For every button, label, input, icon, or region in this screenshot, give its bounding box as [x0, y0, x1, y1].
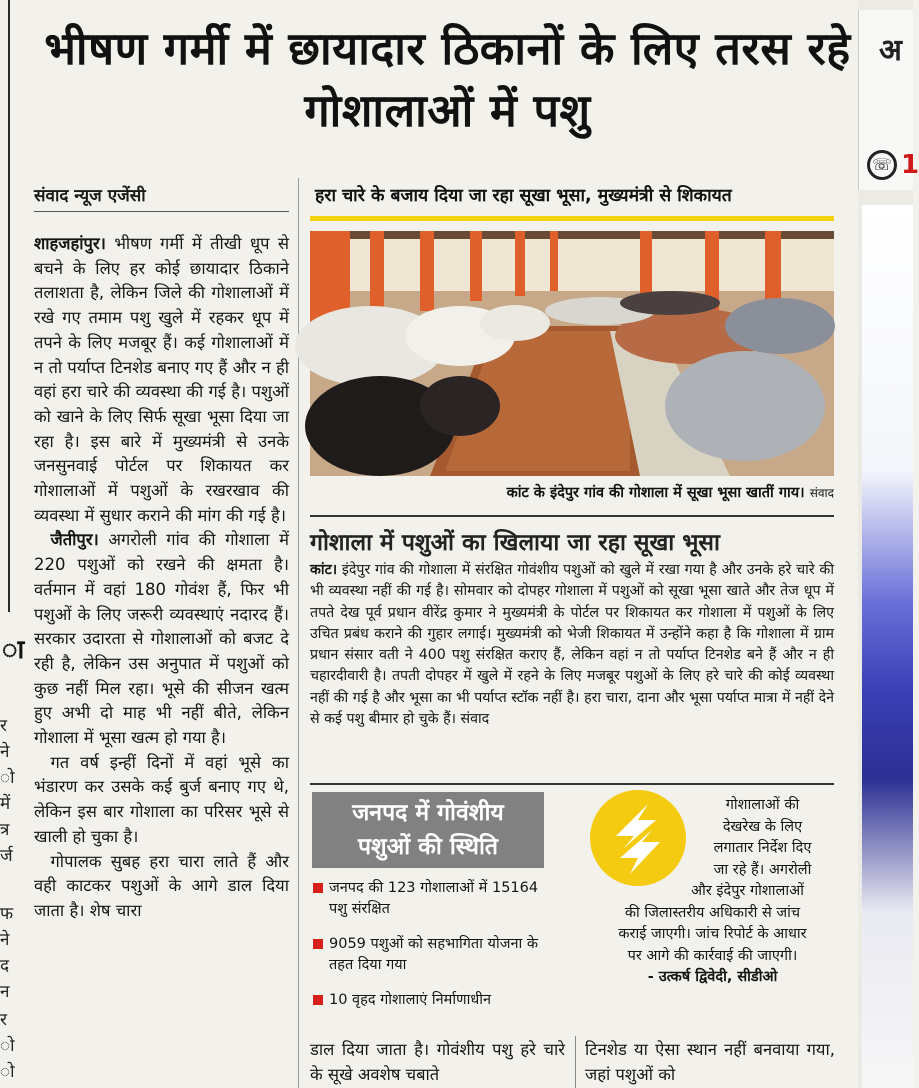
- para-text: गोपालक सुबह हरा चारा लाते हैं और वही काटकर पशुओं के आगे डाल दिया जाता है। शेष चारा: [34, 851, 289, 920]
- photo-credit: संवाद: [809, 486, 834, 500]
- quote-line: कराई जाएगी। जांच रिपोर्ट के आधार: [618, 926, 807, 942]
- dateline: कांट।: [310, 562, 338, 578]
- adjacent-ad-number: 1: [901, 150, 919, 180]
- yellow-rule: [310, 216, 834, 221]
- caption-text: कांट के इंदेपुर गांव की गोशाला में सूखा भूसा खातीं गाय।: [506, 485, 805, 501]
- left-edge-char: ने: [0, 930, 10, 950]
- main-story-para-3: [34, 751, 289, 850]
- left-edge-char: ो: [0, 1036, 15, 1056]
- list-item: [313, 934, 548, 976]
- left-edge-char: द: [0, 956, 10, 976]
- left-edge-char: न: [0, 982, 10, 1002]
- para-text: भीषण गर्मी में तीखी धूप से बचने के लिए हर कोई छायादार ठिकाने तलाशता है, लेकिन जिले की गोशालाओं में रखे गए तमाम पशु खुले में रहकर धूप में तपने के लिए मजबूर हैं। कई गोशालाओं में न तो पर्याप्त टिनशेड बनाए गए हैं और न ही वहां हरा चारे की व्यवस्था की गई है। पशुओं को खाने के लिए सिर्फ सूखा भूसा दिया जा रहा है। इस बारे में मुख्यमंत्री से उनके जनसुनवाई पोर्टल पर शिकायत कर गोशालाओं में पशुओं के रखरखाव की व्यवस्था में सुधार कराने की मांग की गई है।: [34, 234, 289, 525]
- left-edge-char: ने: [0, 742, 10, 762]
- list-item: [313, 990, 548, 1011]
- list-item: [313, 878, 548, 920]
- column-divider: [298, 178, 299, 1088]
- list-item-text: 9059 पशुओं को सहभागिता योजना के तहत दिया गया: [329, 936, 539, 973]
- adjacent-page-fragment: [858, 0, 919, 1088]
- dateline: जैतीपुर।: [50, 530, 99, 550]
- infobox-title: [312, 792, 544, 868]
- left-edge-char: ो: [0, 1062, 15, 1082]
- bullet-square-icon: [313, 883, 323, 893]
- infobox-title-line: जनपद में गोवंशीय: [352, 800, 504, 826]
- story2-headline: गोशाला में पशुओं का खिलाया जा रहा सूखा भूसा: [310, 515, 834, 557]
- left-edge-char: फ: [0, 904, 14, 924]
- quote-line: गोशालाओं की: [725, 797, 800, 813]
- cows-photo: [310, 231, 834, 476]
- story2-credit: संवाद: [460, 711, 490, 728]
- quote-line: की जिलास्तरीय अधिकारी से जांच: [624, 904, 801, 921]
- main-story-body: [34, 232, 289, 924]
- adjacent-flower-photo: [862, 205, 913, 1088]
- infobox-list: [313, 878, 548, 1025]
- left-edge-char: र: [0, 1010, 7, 1030]
- left-edge-char: ो: [0, 768, 15, 788]
- story2-body: [310, 560, 834, 730]
- quote-line: और इंदेपुर गोशालाओं: [691, 883, 804, 899]
- story2-rule: [310, 783, 834, 785]
- bullet-square-icon: [313, 995, 323, 1005]
- byline: संवाद न्यूज एजेंसी: [34, 186, 146, 206]
- left-edge-char: त्र: [0, 820, 10, 840]
- left-edge-char: र: [0, 716, 7, 736]
- quote-line: देखरेख के लिए: [722, 818, 803, 835]
- infobox-title-line: पशुओं की स्थिति: [357, 834, 499, 860]
- list-item-text: जनपद की 123 गोशालाओं में 15164 पशु संरक्षित: [329, 880, 539, 917]
- official-quote: [590, 795, 835, 989]
- main-story-para-4: [34, 850, 289, 924]
- quote-attribution: - उत्कर्ष द्विवेदी, सीडीओ: [647, 969, 778, 985]
- left-edge-char: र्ज: [0, 846, 13, 866]
- para-text: इंदेपुर गांव की गोशाला में संरक्षित गोवंशीय पशुओं को खुले में रखा गया है और उनके हरे चारे की भी व्यवस्था नहीं की गई है। सोमवार को दोपहर गोशाला में पशुओं को सूखा भूसा खाते और तेज धूप में तपते देख पूर्व प्रधान वीरेंद्र कुमार ने मुख्यमंत्री के पोर्टल पर शिकायत कर गोशाला में पशुओं के लिए उचित प्रबंध कराने की गुहार लगाई। मुख्यमंत्री को भेजी शिकायत में उन्होंने कहा है कि गोशाला में ग्राम प्रधान संसार वती ने 400 पशु संरक्षित कराए हैं, लेकिन वहां न तो पर्याप्त टिनशेड बने हैं और न ही चहारदीवारी है। तपती दोपहर में खुले में रहने के लिए मजबूर पशुओं के लिए हरे चारे की कोई व्यवस्था नहीं की गई है और भूसा का भी पर्याप्त स्टॉक नहीं है। हरा चारा, दाना और भूसा पर्याप्त मात्रा में नहीं देने से कई पशु बीमार हो चुके हैं।: [310, 562, 834, 728]
- sub-headline: हरा चारे के बजाय दिया जा रहा सूखा भूसा, मुख्यमंत्री से शिकायत: [315, 186, 732, 206]
- para-text: गत वर्ष इन्हीं दिनों में वहां भूसे का भंडारण कर उसके कई बुर्ज बनाए गए थे, लेकिन इस बार गोशाला का परिसर भूसे से खाली हो चुका है।: [34, 752, 289, 846]
- left-column-rule: [8, 0, 10, 612]
- bottom-column-rule: [575, 1036, 576, 1088]
- adjacent-ad-word: अ: [879, 33, 902, 68]
- cows-photo-illustration: [310, 231, 834, 476]
- story2-continuation-col1: डाल दिया जाता है। गोवंशीय पशु हरे चारे के सूखे अवशेष चबाते: [310, 1040, 565, 1084]
- main-story-para-2: [34, 528, 289, 750]
- left-edge-char: में: [0, 794, 11, 814]
- photo-caption: [310, 482, 834, 502]
- para-text: अगरोली गांव की गोशाला में 220 पशुओं को रखने की क्षमता है। वर्तमान में वहां 180 गोवंश हैं, फिर भी पशुओं के लिए जरूरी व्यवस्थाएं नदारद हैं। सरकार उदारता से गोशालाओं को बजट दे रही है, लेकिन उस अनुपात में पशुओं को कुछ नहीं मिल रहा। भूसे की सीजन खत्म हुए अभी दो माह भी नहीं बीते, लेकिन गोशाला में भूसा खत्म हो गया है।: [34, 530, 289, 748]
- phone-icon: ☏: [867, 150, 897, 180]
- list-item-text: 10 वृहद गोशालाएं निर्माणाधीन: [329, 992, 492, 1008]
- page-headline: भीषण गर्मी में छायादार ठिकानों के लिए तरस रहे गोशालाओं में पशु: [44, 22, 851, 137]
- story2-continuation-col2: टिनशेड या ऐसा स्थान नहीं बनवाया गया, जहां पशुओं को: [585, 1040, 835, 1084]
- quote-line: जा रहे हैं। अगरोली: [713, 861, 812, 878]
- byline-rule: [34, 211, 289, 212]
- left-edge-heading-fragment: ा: [2, 635, 25, 665]
- quote-line: पर आगे की कार्रवाई की जाएगी।: [627, 947, 798, 964]
- bullet-square-icon: [313, 939, 323, 949]
- adjacent-ad-box: [858, 10, 919, 190]
- main-story-para-1: [34, 232, 289, 528]
- quote-line: लगातार निर्देश दिए: [713, 840, 812, 856]
- dateline: शाहजहांपुर।: [34, 234, 106, 253]
